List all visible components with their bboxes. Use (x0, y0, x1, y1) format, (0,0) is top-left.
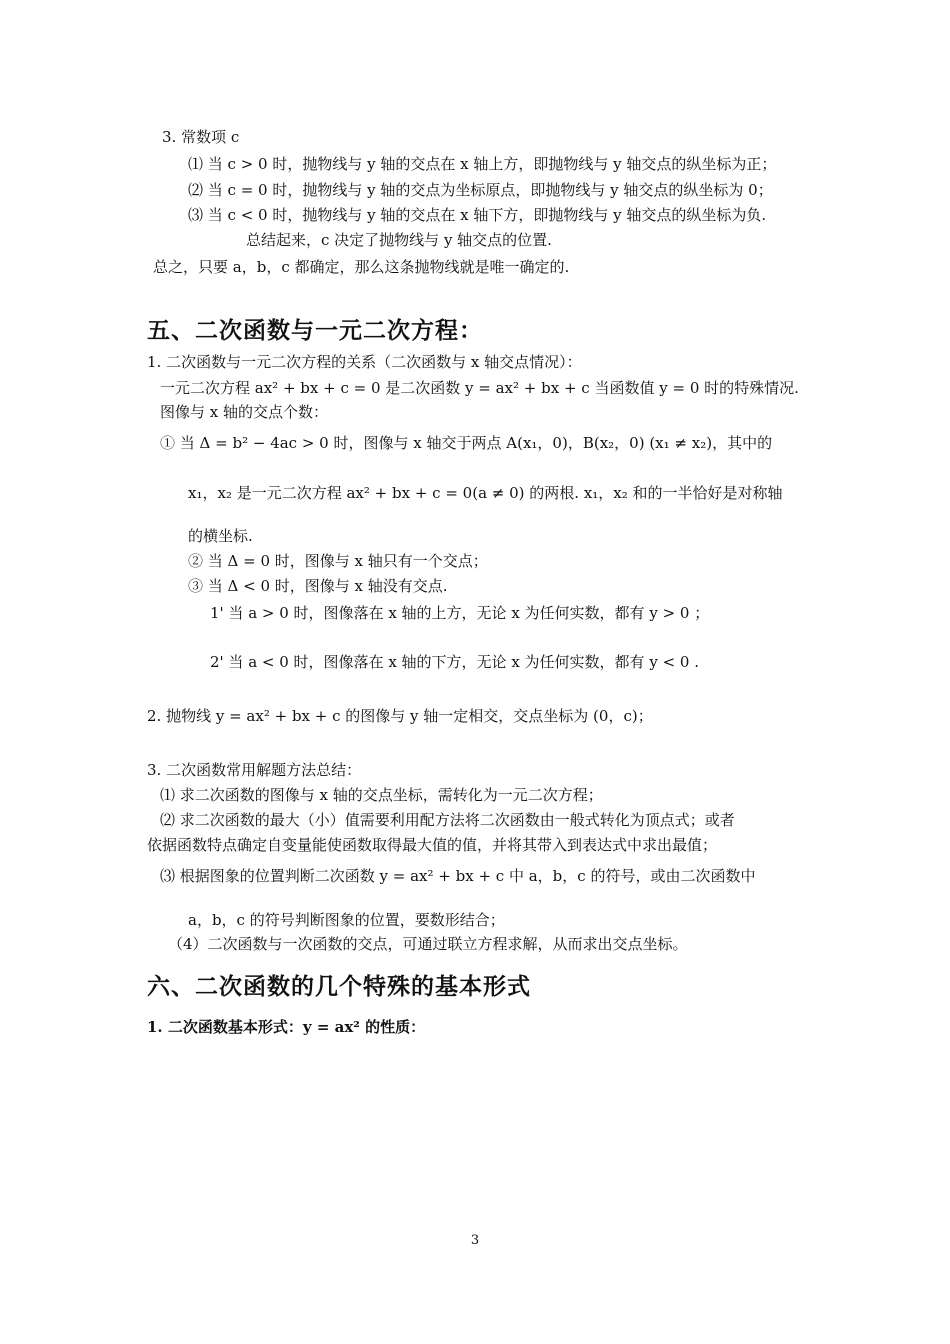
method-4: （4）二次函数与一次函数的交点，可通过联立方程求解，从而求出交点坐标。 (168, 935, 688, 953)
case-c-negative: ⑶ 当 c < 0 时，抛物线与 y 轴的交点在 x 轴下方，即抛物线与 y 轴交点的纵坐标为负. (188, 206, 767, 224)
method-2: ⑵ 求二次函数的最大（小）值需要利用配方法将二次函数由一般式转化为顶点式；或者 (160, 811, 735, 829)
intersection-count: 图像与 x 轴的交点个数： (160, 403, 328, 421)
item-1-relation: 1. 二次函数与一元二次方程的关系（二次函数与 x 轴交点情况）： (147, 353, 582, 371)
case-delta-negative: ③ 当 Δ < 0 时，图像与 x 轴没有交点. (188, 577, 448, 595)
sub-case-a-negative: 2' 当 a < 0 时，图像落在 x 轴的下方，无论 x 为任何实数，都有 y < 0 . (210, 653, 699, 671)
method-1: ⑴ 求二次函数的图像与 x 轴的交点坐标，需转化为一元二次方程； (160, 786, 603, 804)
case-delta-positive-tail: 的横坐标. (188, 527, 253, 545)
case-delta-positive-roots: x₁，x₂ 是一元二次方程 ax² + bx + c = 0(a ≠ 0) 的两根. x₁，x₂ 和的一半恰好是对称轴 (188, 484, 783, 502)
case-delta-positive: ① 当 Δ = b² − 4ac > 0 时，图像与 x 轴交于两点 A(x₁，0)，B(x₂，0) (x₁ ≠ x₂)，其中的 (160, 434, 773, 452)
equation-special-case: 一元二次方程 ax² + bx + c = 0 是二次函数 y = ax² + bx + c 当函数值 y = 0 时的特殊情况. (160, 379, 799, 397)
section-3-constant-term: 3. 常数项 c (162, 128, 240, 146)
heading-section-6: 六、二次函数的几个特殊的基本形式 (147, 974, 531, 1000)
item-2-y-intercept: 2. 抛物线 y = ax² + bx + c 的图像与 y 轴一定相交，交点坐标为 (0，c)； (147, 707, 653, 725)
case-c-zero: ⑵ 当 c = 0 时，抛物线与 y 轴的交点为坐标原点，即抛物线与 y 轴交点的纵坐标为 0； (188, 181, 773, 199)
case-delta-zero: ② 当 Δ = 0 时，图像与 x 轴只有一个交点； (188, 552, 488, 570)
summary-c: 总结起来，c 决定了抛物线与 y 轴交点的位置. (246, 231, 552, 249)
heading-section-5: 五、二次函数与一元二次方程： (147, 318, 483, 344)
page-number: 3 (470, 1233, 480, 1248)
sub-case-a-positive: 1' 当 a > 0 时，图像落在 x 轴的上方，无论 x 为任何实数，都有 y > 0 ； (210, 604, 710, 622)
subheading-basic-form: 1. 二次函数基本形式：y = ax² 的性质： (147, 1018, 426, 1036)
method-2-cont: 依据函数特点确定自变量能使函数取得最大值的值，并将其带入到表达式中求出最值； (147, 836, 718, 854)
item-3-methods: 3. 二次函数常用解题方法总结： (147, 761, 362, 779)
case-c-positive: ⑴ 当 c > 0 时，抛物线与 y 轴的交点在 x 轴上方，即抛物线与 y 轴交点的纵坐标为正； (188, 155, 777, 173)
method-3-cont: a，b，c 的符号判断图象的位置，要数形结合； (188, 911, 505, 929)
summary-abc: 总之，只要 a，b，c 都确定，那么这条抛物线就是唯一确定的. (153, 258, 570, 276)
method-3: ⑶ 根据图象的位置判断二次函数 y = ax² + bx + c 中 a，b，c 的符号，或由二次函数中 (160, 867, 756, 885)
